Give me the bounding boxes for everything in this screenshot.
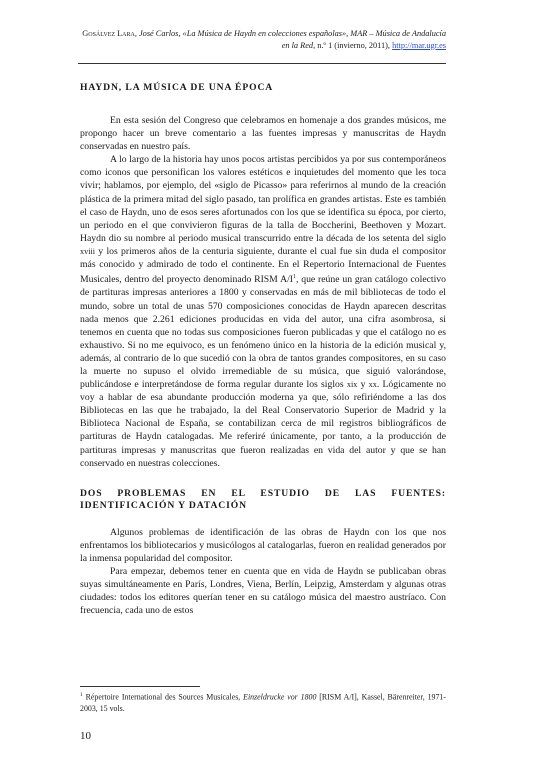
header-author: Gosálvez Lara — [82, 29, 135, 38]
footnote-divider — [80, 686, 200, 687]
page-number: 10 — [80, 730, 91, 742]
footnote-title: Einzeldrucke vor 1800 — [243, 692, 317, 702]
footnote-ref: 1 — [293, 274, 296, 281]
section-title-haydn: HAYDN, LA MÚSICA DE UNA ÉPOCA — [80, 82, 274, 93]
footnote: $^1$ Répertoire International des Sources Musicales, Einzeldrucke vor 1800 [RISM A/I], Kassel, Bärenreiter, 1971-2003, 15 vols. — [80, 692, 446, 714]
section-title-problemas: DOS PROBLEMAS EN EL ESTUDIO DE LAS FUENTES: IDENTIFICACIÓN Y DATACIÓN — [80, 487, 446, 511]
header-issue: , n.º 1 (invierno, 2011), — [313, 40, 393, 50]
paragraph: En esta sesión del Congreso que celebramos en homenaje a dos grandes músicos, me propongo hacer un breve comentario a las fuentes impresas y manuscritas de Haydn conservadas en nuestro país. — [80, 115, 446, 153]
footnote-number: 1 — [80, 692, 83, 698]
header-divider — [78, 63, 446, 64]
header-journal: MAR – Música de Andalucía en la Red — [281, 29, 446, 50]
running-header — [78, 28, 446, 51]
paragraph: Para empezar, debemos tener en cuenta que en vida de Haydn se publicaban obras suyas simultáneamente en París, Londres, Viena, Berlín, Leipzig, Amsterdam y algunas otras ciudades: todos los editores querían tener en su catálogo música del maestro austríaco. Con frecuencia, cada uno de estos — [80, 566, 446, 617]
header-citation: , José Carlos, «La Música de Haydn en colecciones españolas», — [134, 29, 351, 38]
paragraph: Algunos problemas de identificación de las obras de Haydn con los que nos enfrentamos los bibliotecarios y musicólogos al catalogarlas, fueron en realidad generados por la inmensa popularidad del compositor. — [80, 526, 446, 564]
paragraph: A lo largo de la historia hay unos pocos artistas percibidos ya por sus contemporáneos como iconos que personifican los valores estéticos e inquietudes del momento que les toca vivir; hablamos, por ejemplo, del «siglo de Picasso» para referirnos al mundo de la creación plástica de la primera mitad del siglo pasado, tan prolífica en grandes artistas. Este es también el caso de Haydn, uno de esos seres afortunados con los que se identifica su época, por cierto, un periodo en el que convivieron figuras de la talla de Boccherini, Beethoven y Mozart. Haydn dio su nombre al periodo musical transcurrido entre la década de los setenta del siglo xviii y los primeros años de la centuria siguiente, durante el cual fue sin duda el compositor más conocido y admirado de todo el continente. En el Repertorio Internacional de Fuentes Musicales, dentro del proyecto denominado RISM $A/I^1$, que reúne un gran catálogo colectivo de partituras impresas anteriores a 1800 y conservadas en más de mil bibliotecas de todo el mundo, sobre un total de unas 570 composiciones conocidas de Haydn aparecen descritas nada menos que 2.261 ediciones producidas en vida del autor, una cifra asombrosa, si tenemos en cuenta que no todas sus composiciones fueron publicadas y que el catálogo no es exhaustivo. Si no me equivoco, es un fenómeno único en la historia de la edición musical y, además, al contrario de lo que sucedió con la obra de tantos grandes compositores, en su caso la muerte no supuso el olvido irremediable de su música, que siguió valorándose, publicándose e interpretándose de forma regular durante los siglos xix y xx. Lógicamente no voy a hablar de esa abundante producción moderna ya que, sólo refiriéndome a las dos Bibliotecas en las que he trabajado, la del Real Conservatorio Superior de Madrid y la Biblioteca Nacional de España, se contabilizan cerca de mil registros bibliográficos de partituras de Haydn catalogadas. Me referiré únicamente, por tanto, a la producción de partituras impresas y manuscritas que fueron realizadas en vida del autor y que se han conservado en nuestras colecciones. — [80, 154, 446, 469]
header-url-link[interactable]: http://mar.ugr.es — [392, 40, 446, 50]
page-body — [80, 82, 446, 617]
